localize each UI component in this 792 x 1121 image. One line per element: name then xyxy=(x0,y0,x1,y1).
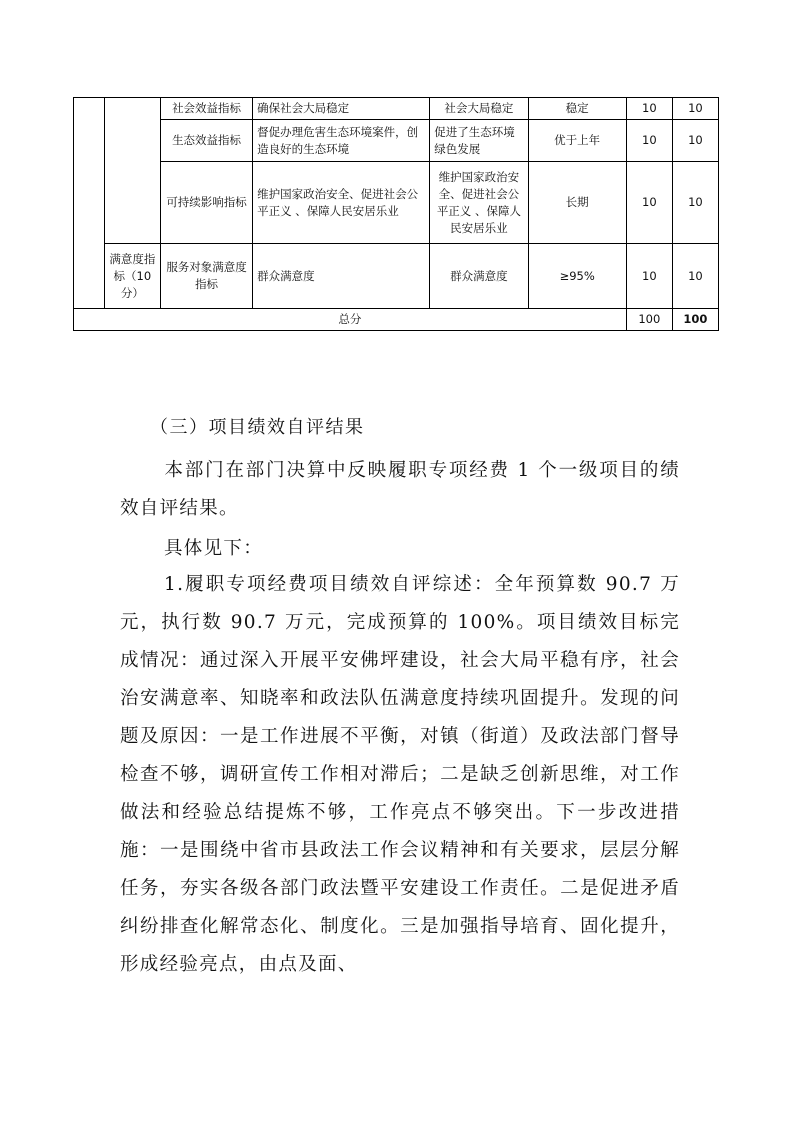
performance-table xyxy=(73,97,719,331)
score-cell: 10 xyxy=(672,162,718,244)
paragraph xyxy=(120,566,680,984)
table-row xyxy=(74,120,719,162)
score-cell: 10 xyxy=(672,244,718,309)
total-weight: 100 xyxy=(626,309,672,331)
content-cell: 督促办理危害生态环境案件，创造良好的生态环境 xyxy=(253,120,430,162)
table-cell-empty xyxy=(104,98,160,244)
section-heading: （三）项目绩效自评结果 xyxy=(150,417,365,438)
content-cell: 群众满意度 xyxy=(253,244,430,309)
indicator-cell: 生态效益指标 xyxy=(161,120,253,162)
paragraph xyxy=(120,452,680,528)
indicator-cell: 社会效益指标 xyxy=(161,98,253,120)
weight-cell: 10 xyxy=(626,120,672,162)
table-cell-empty xyxy=(74,98,105,309)
score-cell: 10 xyxy=(672,120,718,162)
total-score: 100 xyxy=(672,309,718,331)
actual-cell: 稳定 xyxy=(528,98,626,120)
content-cell: 维护国家政治安全、促进社会公平正义 、保障人民安居乐业 xyxy=(253,162,430,244)
table-row xyxy=(74,98,719,120)
content-cell: 确保社会大局稳定 xyxy=(253,98,430,120)
actual-cell: 长期 xyxy=(528,162,626,244)
total-label: 总分 xyxy=(74,309,627,331)
paragraph-text: 本部门在部门决算中反映履职专项经费 1 个一级项目的绩效自评结果。 xyxy=(120,460,680,519)
target-cell: 促进了生态环境绿色发展 xyxy=(430,120,528,162)
paragraph xyxy=(120,530,680,568)
target-cell: 社会大局稳定 xyxy=(430,98,528,120)
weight-cell: 10 xyxy=(626,244,672,309)
table-total-row xyxy=(74,309,719,331)
weight-cell: 10 xyxy=(626,162,672,244)
actual-cell: 优于上年 xyxy=(528,120,626,162)
indicator-cell: 服务对象满意度指标 xyxy=(161,244,253,309)
score-cell: 10 xyxy=(672,98,718,120)
target-cell: 群众满意度 xyxy=(430,244,528,309)
actual-cell: ≥95% xyxy=(528,244,626,309)
indicator-cell: 可持续影响指标 xyxy=(161,162,253,244)
table-row xyxy=(74,162,719,244)
weight-cell: 10 xyxy=(626,98,672,120)
paragraph-text: 1.履职专项经费项目绩效自评综述：全年预算数 90.7 万元，执行数 90.7 万元，完成预算的 100%。项目绩效目标完成情况：通过深入开展平安佛坪建设，社会大局平稳有序，社会治安满意率、知晓率和政法队伍满意度持续巩固提升。发现的问题及原因：一是工作进展不平衡，对镇（街道）及政法部门督导检查不够，调研宣传工作相对滞后；二是缺乏创新思维，对工作做法和经验总结提炼不够，工作亮点不够突出。下一步改进措施：一是围绕中省市县政法工作会议精神和有关要求，层层分解任务，夯实各级各部门政法暨平安建设工作责任。二是促进矛盾纠纷排查化解常态化、制度化。三是加强指导培育、固化提升，形成经验亮点，由点及面、 xyxy=(120,574,680,975)
target-cell: 维护国家政治安全、促进社会公平正义 、保障人民安居乐业 xyxy=(430,162,528,244)
category-cell: 满意度指标（10分） xyxy=(104,244,160,309)
paragraph-text: 具体见下： xyxy=(164,538,264,559)
table-row xyxy=(74,244,719,309)
